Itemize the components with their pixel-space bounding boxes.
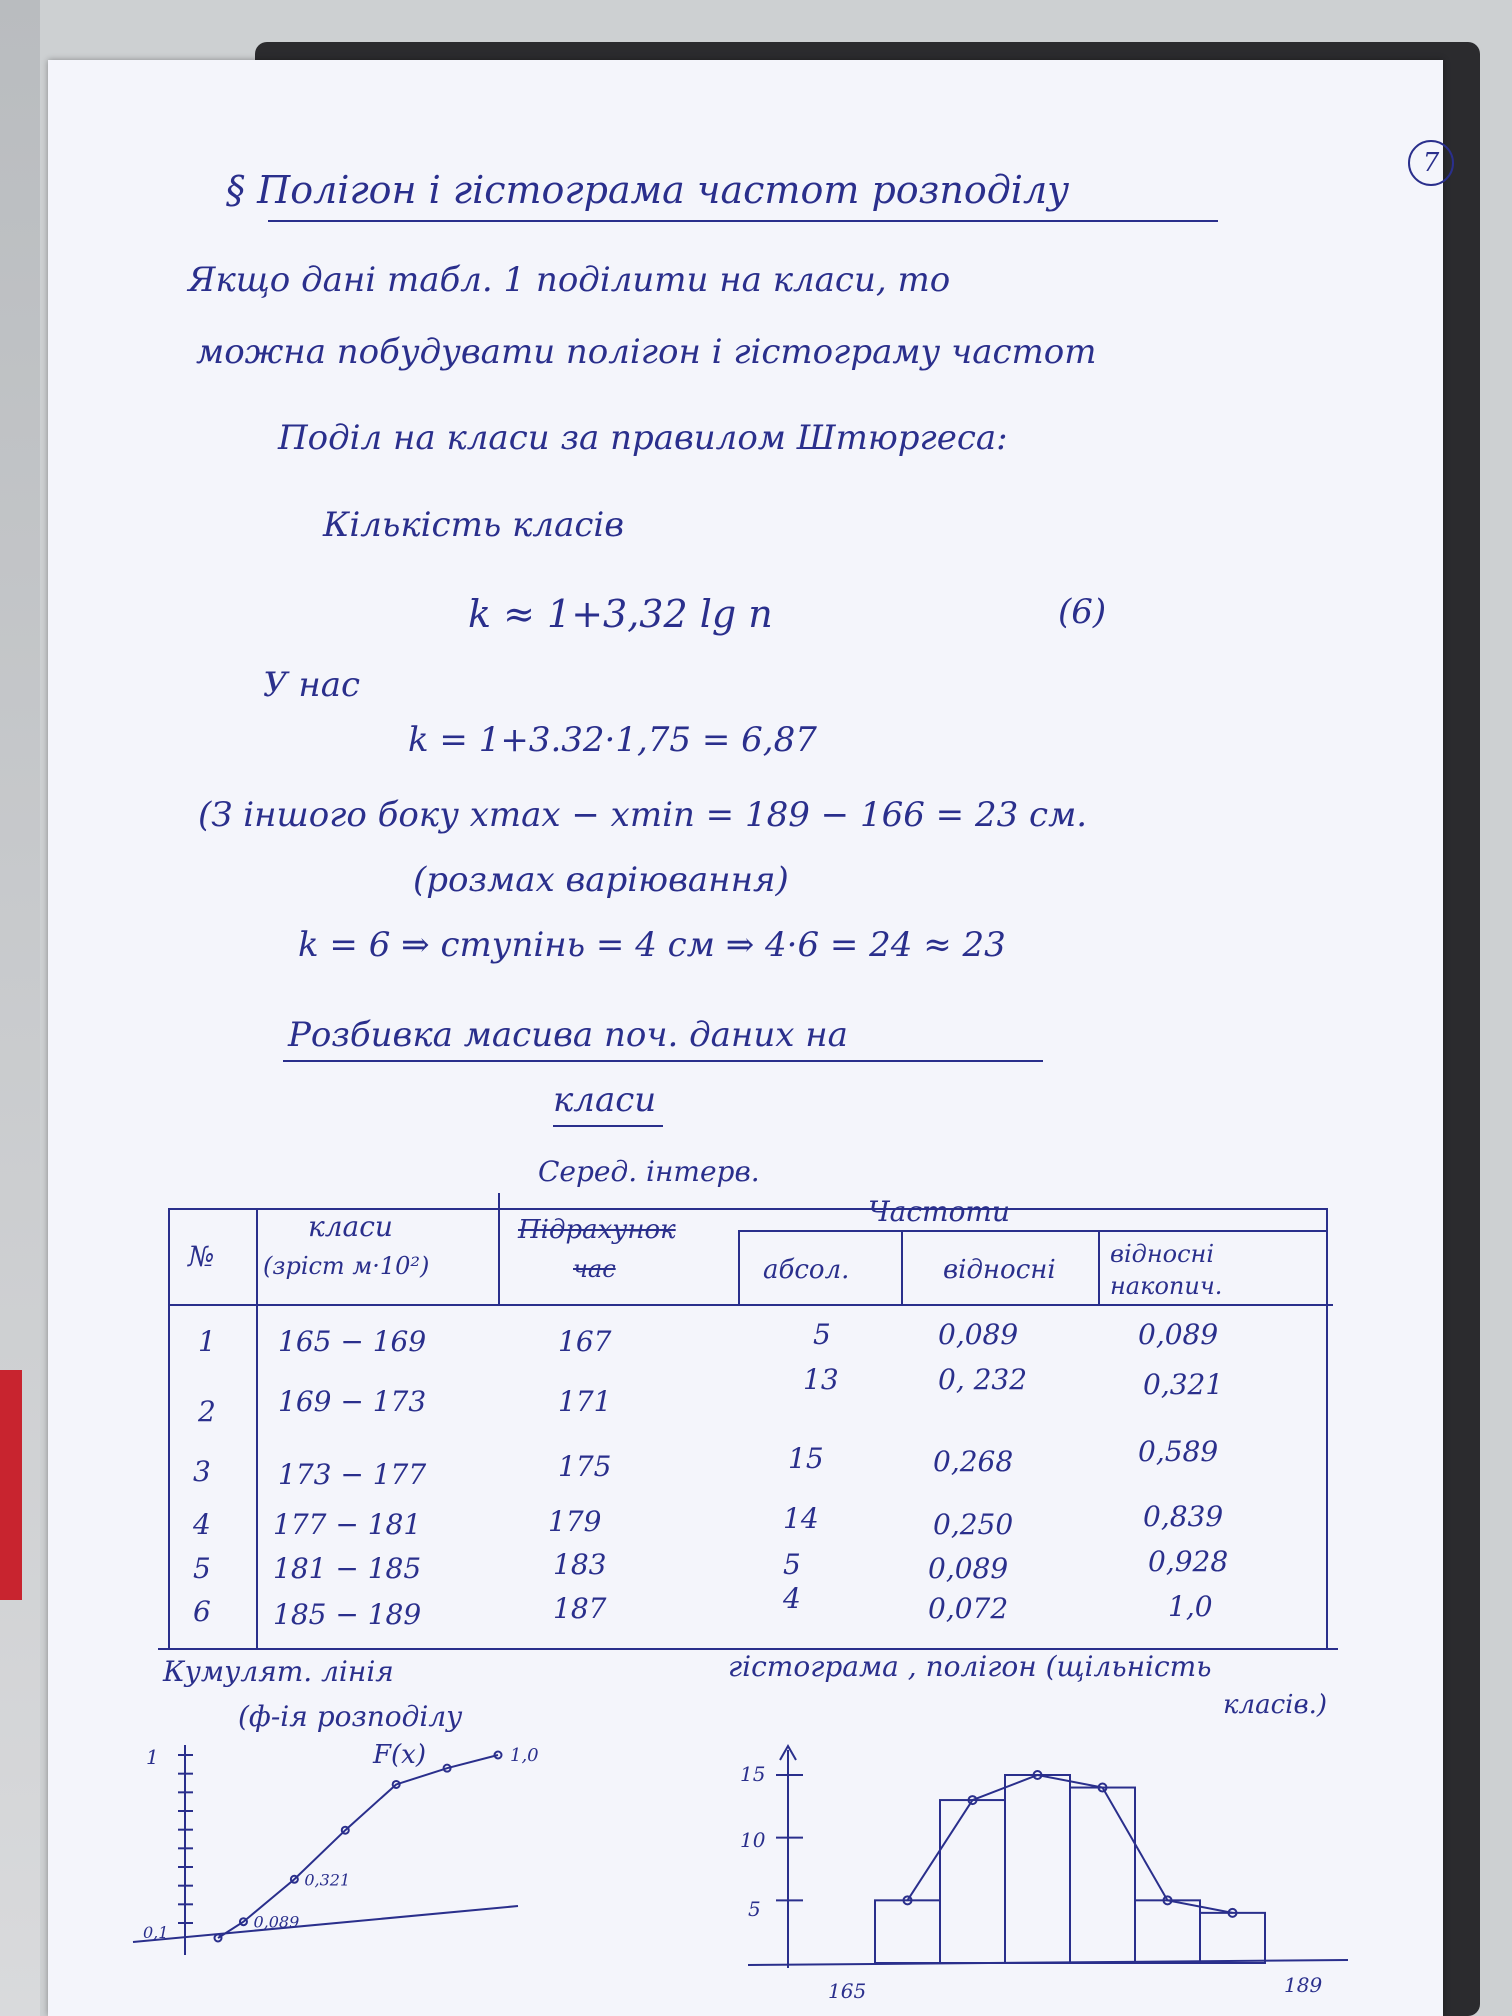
page-number: 7 bbox=[1408, 140, 1454, 186]
cumulative-subtitle: (ф-ія розподілу bbox=[238, 1700, 463, 1733]
row-1-mid: 167 bbox=[558, 1325, 612, 1358]
row-2-cum: 0,321 bbox=[1143, 1368, 1224, 1401]
background-left bbox=[0, 0, 40, 2016]
intro-line-2: можна побудувати полігон і гістограму частот bbox=[196, 332, 1097, 372]
hist-y-tick-10: 10 bbox=[740, 1828, 766, 1852]
cum-y-tick-label-top: 1 bbox=[146, 1745, 159, 1769]
hist-x-tick-165: 165 bbox=[828, 1979, 867, 2003]
row-1-class: 165 − 169 bbox=[278, 1325, 427, 1358]
row-2-mid: 171 bbox=[558, 1385, 612, 1418]
row-3-abs: 15 bbox=[788, 1442, 824, 1475]
row-6-class: 185 − 189 bbox=[273, 1598, 422, 1631]
row-1-no: 1 bbox=[198, 1325, 216, 1358]
header-frequencies: Частоти bbox=[868, 1195, 1011, 1228]
row-1-cum: 0,089 bbox=[1138, 1318, 1219, 1351]
hist-y-tick-5: 5 bbox=[748, 1897, 761, 1921]
cumulative-title: Кумулят. лінія bbox=[163, 1655, 394, 1688]
row-4-abs: 14 bbox=[783, 1502, 819, 1535]
cum-point-label-0089: 0,089 bbox=[253, 1912, 300, 1932]
cum-y-tick-label-bottom: 0,1 bbox=[143, 1923, 169, 1942]
row-5-abs: 5 bbox=[783, 1548, 801, 1581]
row-3-rel: 0,268 bbox=[933, 1445, 1014, 1478]
table-col-divider-5 bbox=[1098, 1230, 1100, 1305]
header-no: № bbox=[188, 1240, 215, 1273]
histogram-title: гістограма , полігон (щільність bbox=[728, 1650, 1212, 1683]
header-tally: Підрахунок bbox=[518, 1215, 676, 1245]
row-3-cum: 0,589 bbox=[1138, 1435, 1219, 1468]
row-2-no: 2 bbox=[198, 1395, 216, 1428]
calculation: k = 1+3.32·1,75 = 6,87 bbox=[408, 720, 817, 760]
row-5-mid: 183 bbox=[553, 1548, 607, 1581]
table-col-divider-3 bbox=[738, 1230, 740, 1305]
hist-x-tick-189: 189 bbox=[1284, 1973, 1323, 1997]
notebook-page bbox=[48, 60, 1443, 2016]
header-relative: відносні bbox=[943, 1255, 1056, 1285]
row-4-class: 177 − 181 bbox=[273, 1508, 422, 1541]
table-left-border bbox=[168, 1208, 170, 1648]
header-classes-unit: (зріст м·10²) bbox=[263, 1252, 430, 1280]
other-side-line: (З іншого боку xmax − xmin = 189 − 166 = 23 см. bbox=[198, 795, 1088, 835]
row-6-cum: 1,0 bbox=[1168, 1590, 1213, 1623]
histogram-chart bbox=[688, 1720, 1368, 2010]
row-2-rel: 0, 232 bbox=[938, 1363, 1028, 1396]
header-tally-2: час bbox=[573, 1255, 616, 1283]
hist-bar bbox=[1200, 1913, 1265, 1963]
hist-bar bbox=[1005, 1775, 1070, 1963]
row-6-rel: 0,072 bbox=[928, 1592, 1009, 1625]
row-1-rel: 0,089 bbox=[938, 1318, 1019, 1351]
row-4-cum: 0,839 bbox=[1143, 1500, 1224, 1533]
step-line: k = 6 ⇒ ступінь = 4 см ⇒ 4·6 = 24 ≈ 23 bbox=[298, 925, 1006, 965]
table-header-bottom bbox=[168, 1304, 1333, 1306]
row-1-abs: 5 bbox=[813, 1318, 831, 1351]
split-title: Розбивка масива поч. даних на bbox=[288, 1015, 848, 1055]
cumulative-chart bbox=[98, 1700, 598, 1980]
row-2-abs: 13 bbox=[803, 1363, 839, 1396]
table-freq-subheader-line bbox=[738, 1230, 1328, 1232]
table-col-divider-4 bbox=[901, 1230, 903, 1305]
row-3-class: 173 − 177 bbox=[278, 1458, 427, 1491]
cumulative-subtitle-2: F(x) bbox=[373, 1740, 426, 1770]
row-3-mid: 175 bbox=[558, 1450, 612, 1483]
header-cumulative-2: накопич. bbox=[1110, 1272, 1223, 1300]
cum-point-label-10: 1,0 bbox=[510, 1745, 539, 1766]
title-underline bbox=[268, 220, 1218, 222]
table-right-border bbox=[1326, 1208, 1328, 1648]
row-3-no: 3 bbox=[193, 1455, 211, 1488]
table-col-divider-1 bbox=[256, 1208, 258, 1648]
hist-bar bbox=[940, 1800, 1005, 1963]
in-us-label: У нас bbox=[263, 665, 361, 705]
row-6-no: 6 bbox=[193, 1595, 211, 1628]
formula-number: (6) bbox=[1058, 592, 1107, 632]
row-5-class: 181 − 185 bbox=[273, 1552, 422, 1585]
table-over-header: Серед. інтерв. bbox=[538, 1155, 760, 1188]
row-6-mid: 187 bbox=[553, 1592, 607, 1625]
table-col-divider-2 bbox=[498, 1193, 500, 1305]
rule-line: Поділ на класи за правилом Штюргеса: bbox=[278, 418, 1008, 458]
histogram-title-2: класів.) bbox=[1223, 1690, 1327, 1720]
row-5-no: 5 bbox=[193, 1552, 211, 1585]
formula: k ≈ 1+3,32 lg n bbox=[468, 592, 773, 636]
header-classes: класи bbox=[308, 1210, 393, 1243]
row-4-no: 4 bbox=[193, 1508, 211, 1541]
cum-point-label-0321: 0,321 bbox=[304, 1870, 351, 1890]
split-title-2-underline bbox=[553, 1125, 663, 1127]
header-cumulative: відносні bbox=[1110, 1240, 1215, 1268]
intro-line-1: Якщо дані табл. 1 поділити на класи, то bbox=[188, 260, 951, 300]
row-5-cum: 0,928 bbox=[1148, 1545, 1229, 1578]
hist-bar bbox=[1070, 1788, 1135, 1963]
hist-y-tick-15: 15 bbox=[740, 1762, 766, 1786]
row-5-rel: 0,089 bbox=[928, 1552, 1009, 1585]
header-absolute: абсол. bbox=[763, 1255, 850, 1285]
split-title-underline bbox=[283, 1060, 1043, 1062]
background-red-strip bbox=[0, 1370, 22, 1600]
row-4-mid: 179 bbox=[548, 1505, 602, 1538]
row-4-rel: 0,250 bbox=[933, 1508, 1014, 1541]
cum-line bbox=[218, 1755, 498, 1938]
split-title-2: класи bbox=[553, 1080, 657, 1120]
row-6-abs: 4 bbox=[783, 1582, 801, 1615]
classes-count-label: Кількість класів bbox=[323, 505, 625, 545]
section-title: § Полігон і гістограма частот розподілу bbox=[226, 168, 1070, 212]
hist-bar bbox=[875, 1900, 940, 1963]
range-note: (розмах варіювання) bbox=[413, 860, 789, 900]
hist-bar bbox=[1135, 1900, 1200, 1963]
row-2-class: 169 − 173 bbox=[278, 1385, 427, 1418]
